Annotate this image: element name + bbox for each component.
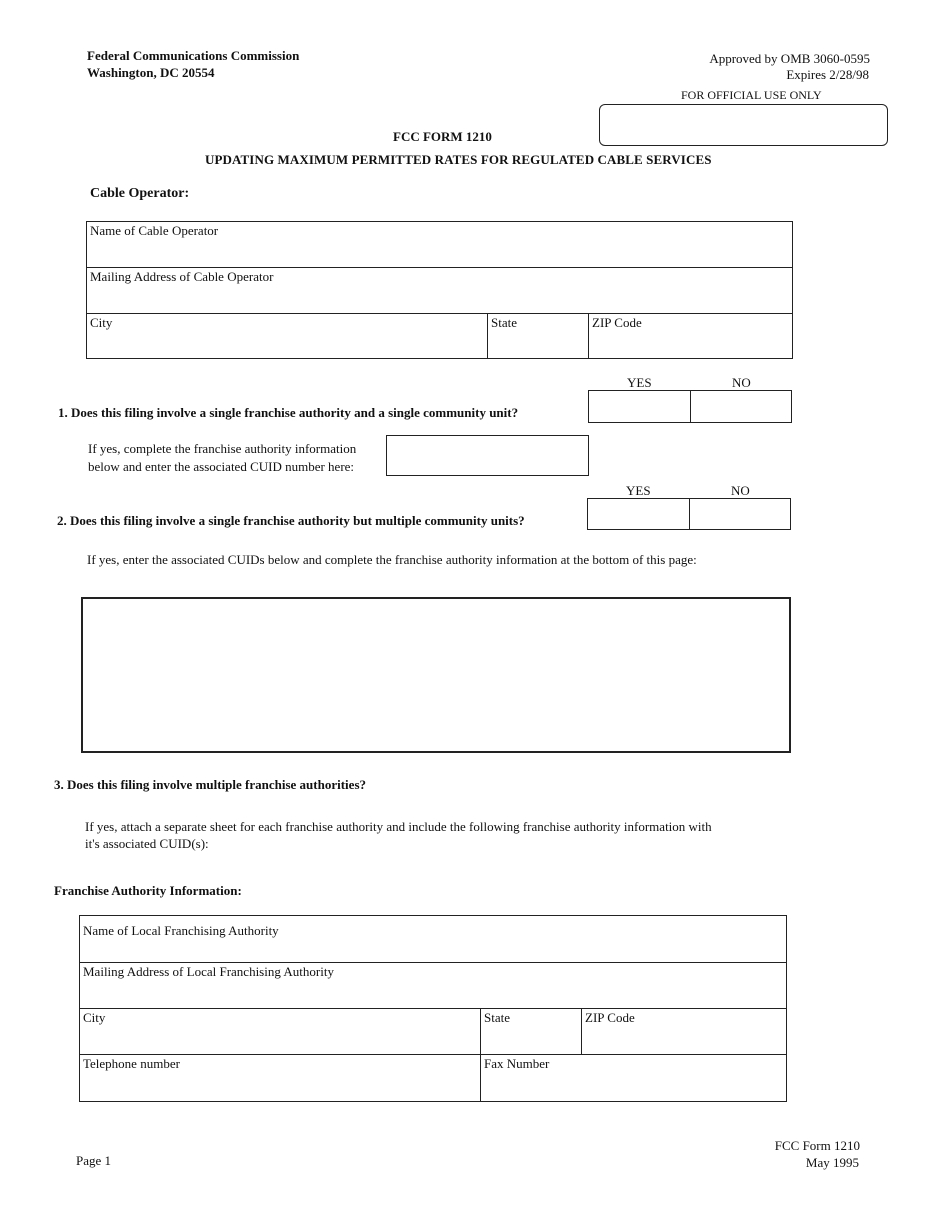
q2-yes-checkbox[interactable] [587, 498, 690, 530]
franchise-phone-field[interactable] [79, 1054, 481, 1102]
franchise-heading: Franchise Authority Information: [54, 883, 242, 898]
q3-note-line2: it's associated CUID(s): [85, 836, 209, 851]
cuid-number-field[interactable] [386, 435, 589, 476]
q1-note-line1: If yes, complete the franchise authority information [88, 441, 357, 456]
q1-yes-label: YES [627, 375, 652, 390]
franchise-address-field[interactable] [79, 962, 787, 1009]
cable-operator-city-label: City [90, 315, 113, 330]
franchise-state-field[interactable] [480, 1008, 582, 1055]
franchise-name-field[interactable] [79, 915, 787, 963]
q2-no-checkbox[interactable] [689, 498, 791, 530]
cable-operator-name-field[interactable] [86, 221, 793, 268]
cable-operator-state-field[interactable] [487, 313, 589, 359]
cable-operator-city-field[interactable] [86, 313, 488, 359]
franchise-name-label: Name of Local Franchising Authority [83, 923, 279, 938]
page-number: Page 1 [76, 1153, 112, 1168]
cable-operator-address-field[interactable] [86, 267, 793, 314]
cable-operator-heading: Cable Operator: [90, 186, 190, 201]
footer-form-date: May 1995 [805, 1155, 859, 1170]
question-2: 2. Does this filing involve a single franchise authority but multiple community units? [57, 513, 525, 528]
cable-operator-zip-label: ZIP Code [592, 315, 642, 330]
q2-yes-label: YES [626, 483, 651, 498]
cable-operator-zip-field[interactable] [588, 313, 793, 359]
q2-no-label: NO [731, 483, 750, 498]
omb-approval: Approved by OMB 3060-0595 [709, 51, 870, 66]
official-use-label: FOR OFFICIAL USE ONLY [681, 88, 822, 102]
form-subtitle: UPDATING MAXIMUM PERMITTED RATES FOR REGULATED CABLE SERVICES [205, 152, 712, 167]
form-title: FCC FORM 1210 [393, 129, 492, 144]
q1-no-label: NO [732, 375, 751, 390]
franchise-authority-table [79, 915, 787, 1102]
cable-operator-state-label: State [491, 315, 517, 330]
franchise-city-label: City [83, 1010, 106, 1025]
q1-no-checkbox[interactable] [690, 390, 792, 423]
cable-operator-table [86, 221, 793, 359]
franchise-fax-field[interactable] [480, 1054, 787, 1102]
expiration-date: Expires 2/28/98 [786, 67, 869, 82]
franchise-zip-field[interactable] [581, 1008, 787, 1055]
q2-note: If yes, enter the associated CUIDs below and complete the franchise authority information at the bottom of this page: [87, 552, 697, 567]
cable-operator-name-label: Name of Cable Operator [90, 223, 219, 238]
franchise-fax-label: Fax Number [484, 1056, 550, 1071]
agency-name: Federal Communications Commission [87, 48, 300, 63]
q1-note-line2: below and enter the associated CUID number here: [88, 459, 355, 474]
question-3: 3. Does this filing involve multiple franchise authorities? [54, 777, 366, 792]
cuids-entry-box[interactable] [81, 597, 791, 753]
franchise-address-label: Mailing Address of Local Franchising Authority [83, 964, 334, 979]
question-1: 1. Does this filing involve a single franchise authority and a single community unit? [58, 405, 519, 420]
footer-form-name: FCC Form 1210 [774, 1138, 860, 1153]
q3-note-line1: If yes, attach a separate sheet for each franchise authority and include the following franchise authority information with [85, 819, 712, 834]
franchise-zip-label: ZIP Code [585, 1010, 635, 1025]
franchise-city-field[interactable] [79, 1008, 481, 1055]
franchise-state-label: State [484, 1010, 510, 1025]
agency-address: Washington, DC 20554 [87, 65, 215, 80]
franchise-phone-label: Telephone number [83, 1056, 180, 1071]
cable-operator-address-label: Mailing Address of Cable Operator [90, 269, 274, 284]
official-use-box [599, 104, 888, 146]
q1-yes-checkbox[interactable] [588, 390, 691, 423]
